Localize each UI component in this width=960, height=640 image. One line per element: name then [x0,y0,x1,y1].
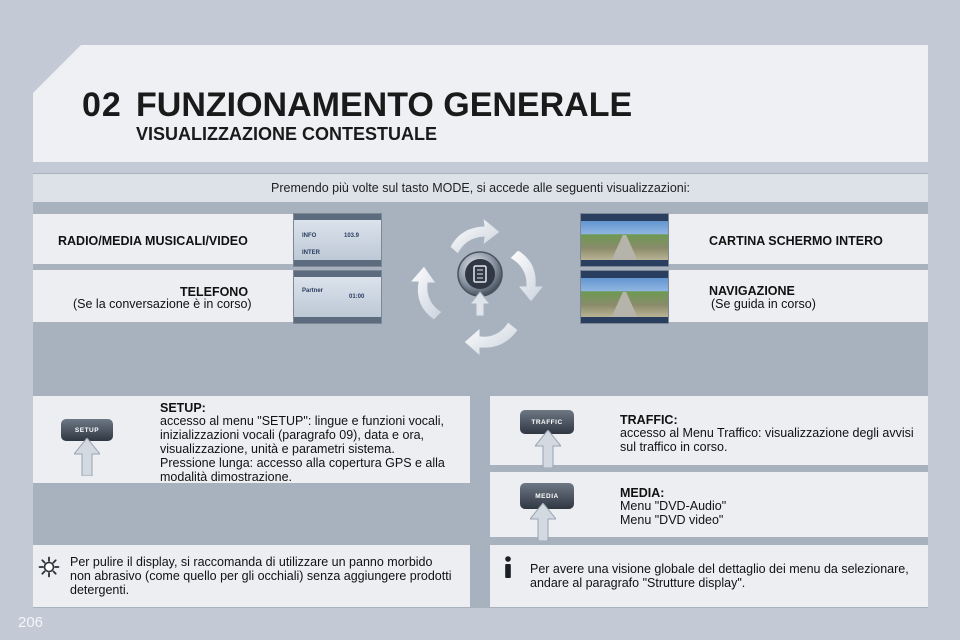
radio-screen-line2: 103.9 [344,233,360,239]
navigazione-strip [668,270,928,322]
traffic-desc-line: sul traffico in corso. [620,440,728,454]
cleaning-tip-text [70,555,465,597]
cartina-label: CARTINA SCHERMO INTERO [709,234,883,248]
traffic-description [620,426,925,454]
chapter-number: 02 [82,86,122,124]
radio-label: RADIO/MEDIA MUSICALI/VIDEO [58,234,248,248]
cleaning-tip-line: non abrasivo (come quello per gli occhiali) senza aggiungere prodotti [70,569,452,583]
telefono-screen-line1: Partner [302,288,324,294]
cleaning-tip-line: detergenti. [70,583,130,597]
media-button-image[interactable]: MEDIA [520,483,574,509]
media-desc-line: Menu "DVD-Audio" [620,499,727,513]
up-arrow-icon [535,430,561,468]
media-description [620,499,925,527]
setup-description [160,414,465,484]
traffic-button-image[interactable]: TRAFFIC [520,410,574,434]
telefono-strip [33,270,293,322]
telefono-screen-thumbnail [293,270,382,324]
rotation-arrows-diagram [400,212,560,362]
info-tip-text [530,562,925,590]
intro-text: Premendo più volte sul tasto MODE, si accede alle seguenti visualizzazioni: [33,174,928,202]
setup-desc-line: visualizzazione, unità e parametri sistema. [160,442,395,456]
telefono-screen-line2: 01:00 [349,294,365,300]
page-title: FUNZIONAMENTO GENERALE [136,86,633,124]
rotation-arrow-icon [510,250,544,302]
setup-desc-line: modalità dimostrazione. [160,470,293,484]
navigazione-screen-thumbnail [580,270,669,324]
rotation-arrow-icon [464,322,518,356]
page-number: 206 [18,614,44,631]
cartina-screen-thumbnail [580,213,669,267]
navigazione-label: NAVIGAZIONE [709,284,795,298]
info-icon [497,555,519,579]
sun-icon [38,556,60,578]
setup-desc-line: inizializzazioni vocali (paragrafo 09), data e ora, [160,428,425,442]
up-arrow-icon [74,438,100,476]
up-arrow-icon [530,503,556,541]
info-tip-line: Per avere una visione globale del dettaglio dei menu da selezionare, [530,562,909,576]
traffic-title: TRAFFIC: [620,413,678,427]
setup-title: SETUP: [160,401,206,415]
media-desc-line: Menu "DVD video" [620,513,724,527]
rotation-arrow-icon [450,218,500,254]
setup-desc-line: Pressione lunga: accesso alla copertura GPS e alla [160,456,445,470]
radio-screen-thumbnail [293,213,382,267]
setup-desc-line: accesso al menu "SETUP": lingue e funzioni vocali, [160,414,445,428]
setup-button-image[interactable]: SETUP [61,419,113,441]
traffic-desc-line: accesso al Menu Traffico: visualizzazione degli avvisi [620,426,914,440]
navigazione-sublabel: (Se guida in corso) [711,297,816,311]
radio-screen-line1: INFO [302,233,317,239]
page-subtitle: VISUALIZZAZIONE CONTESTUALE [136,124,437,144]
media-title: MEDIA: [620,486,665,500]
telefono-sublabel: (Se la conversazione è in corso) [73,297,252,311]
telefono-label: TELEFONO [180,285,249,299]
rotation-arrow-icon [410,266,442,320]
cleaning-tip-line: Per pulire il display, si raccomanda di utilizzare un panno morbido [70,555,433,569]
info-tip-line: andare al paragrafo "Strutture display". [530,576,746,590]
radio-screen-line3: INTER [302,250,320,256]
mode-button-icon[interactable] [458,252,502,296]
